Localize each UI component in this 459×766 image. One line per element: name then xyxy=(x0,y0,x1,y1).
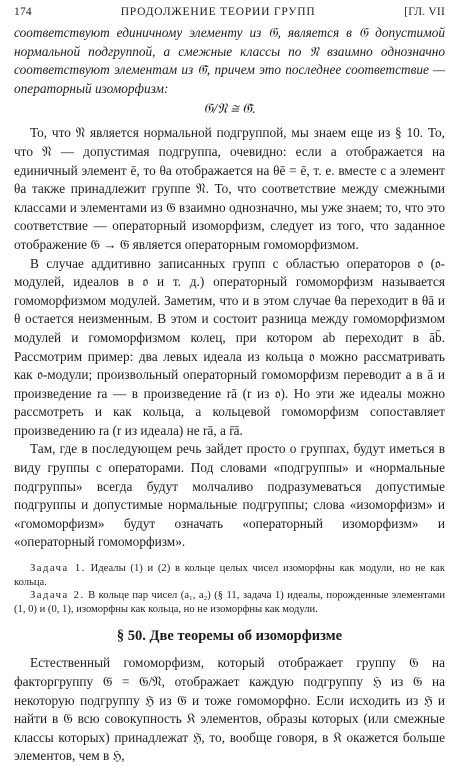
exercise-1 xyxy=(14,562,445,589)
section-heading: § 50. Две теоремы об изоморфизме xyxy=(116,628,343,645)
chapter-label: [ГЛ. VII xyxy=(404,6,445,18)
exercise-2 xyxy=(14,589,445,616)
page-number: 174 xyxy=(14,6,32,18)
exercise-1-text: Идеалы (1) и (2) в кольце целых чисел изоморфны как модули, но не как кольца. xyxy=(14,563,445,588)
running-header xyxy=(14,6,445,24)
isomorphism-formula: 𝔊/𝔑 ≅ 𝔊̄. xyxy=(203,102,256,118)
paragraph-normal-subgroup: То, что 𝔑 является нормальной подгруппой, мы знаем еще из § 10. То, что 𝔑 — допустимая подгруппа, очевидно: если a отображается на единичный элемент ē, то θa отображается на θē = ē, т. е. вместе с a элемент θa также принадлежит группе 𝔑. То, что соответствие между смежными классами и элементами из 𝔊̄ взаимно однозначно, мы уже знаем; то, что это соответствие — операторный изоморфизм, следует из того, что заданное отображение 𝔊 → 𝔊̄ является операторным гомоморфизмом. xyxy=(14,125,445,252)
paragraph-operator-groups: Там, где в последующем речь зайдет просто о группах, будут иметься в виду группы с операторами. Под словами «подгруппы» и «нормальные подгруппы» всегда будут молчаливо подразумеваться допустимые подгруппы и допустимые нормальные подгруппы; слова «изоморфизм» и «гомоморфизм» будут означать «операторный изоморфизм» и «операторный гомоморфизм». xyxy=(14,441,445,550)
exercise-2-text: В кольце пар чисел (a₁, a₂) (§ 11, задача 1) идеалы, порожденные элементами (1, 0) и (0, 1), изоморфны как кольца, но не изоморфны как модули. xyxy=(14,590,445,615)
exercise-1-label: Задача 1. xyxy=(30,563,86,575)
paragraph-module-homomorphism: В случае аддитивно записанных групп с областью операторов 𝔬 (𝔬-модулей, идеалов в 𝔬 и т. д.) операторный гомоморфизм называется гомоморфизмом модулей. Заметим, что и в этом случае θa переходит в θā и θ остается неизменным. В этом и состоит разница между гомоморфизмом модулей и гомоморфизмом колец, при котором ab переходит в āb̄. Рассмотрим пример: два левых идеала из кольца 𝔬 можно рассматривать как 𝔬-модули; произвольный операторный гомоморфизм переводит a в ā и произведение ra — в произведение rā (r из 𝔬). Но эти же идеалы можно рассмотреть и как кольца, а кольцевой гомоморфизм сопоставляет произведению ra (r из идеала) не rā, а r̄ā. xyxy=(14,255,445,438)
intro-italic-paragraph: соответствуют единичному элементу из 𝔊, является в 𝔊 допустимой нормальной подгруппой, а смежные классы по 𝔑 взаимно однозначно соответствуют элементам из 𝔊̄, причем это последнее соответствие — операторный изоморфизм: xyxy=(14,25,445,96)
paragraph-natural-homomorphism: Естественный гомоморфизм, который отображает группу 𝔊 на факторгруппу 𝔊̄ = 𝔊/𝔑, отображает каждую подгруппу ℌ из 𝔊 на некоторую подгруппу ℌ̄ из 𝔊̄ и тоже гомоморфно. Если исходить из ℌ̄ и найти в 𝔊 всю совокупность 𝔎 элементов, образы которых (или смежные классы которых) принадлежат ℌ̄, то, вообще говоря, в 𝔎 окажется больше элементов, чем в ℌ, xyxy=(14,655,445,764)
exercise-2-label: Задача 2. xyxy=(30,590,85,602)
running-title: ПРОДОЛЖЕНИЕ ТЕОРИИ ГРУПП xyxy=(120,6,316,18)
